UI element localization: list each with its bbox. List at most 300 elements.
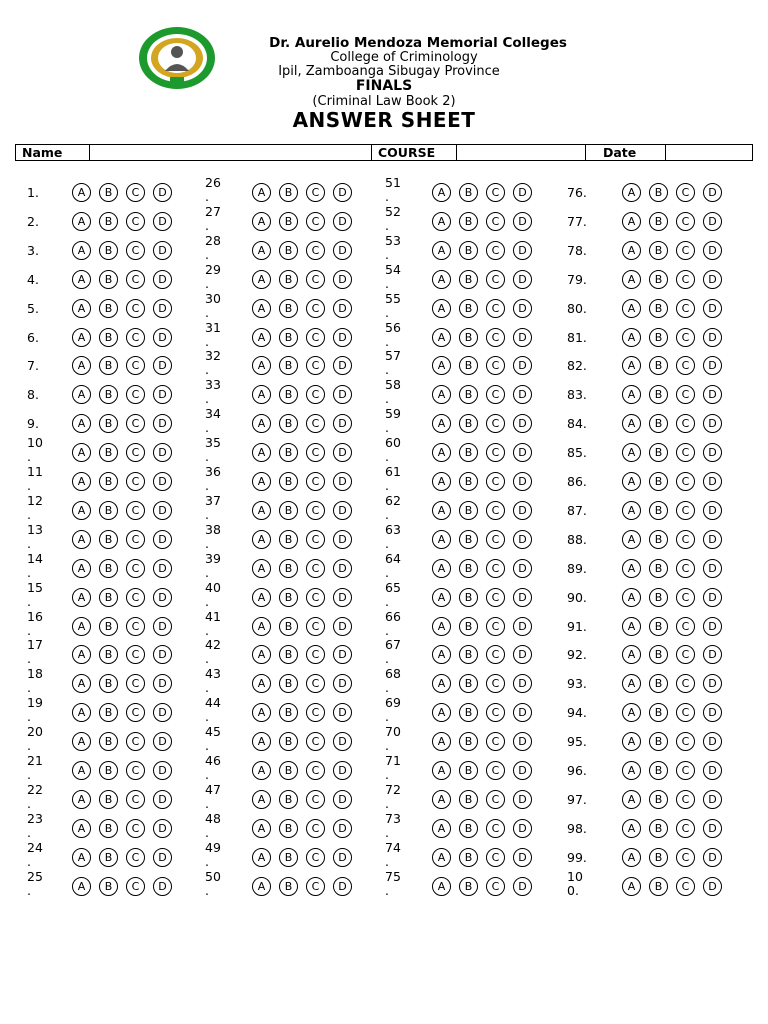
answer-bubble-a[interactable]: A [252, 472, 271, 491]
answer-bubble-c[interactable]: C [306, 183, 325, 202]
answer-bubble-a[interactable]: A [72, 212, 91, 231]
answer-bubble-c[interactable]: C [486, 472, 505, 491]
answer-bubble-c[interactable]: C [486, 703, 505, 722]
answer-bubble-c[interactable]: C [126, 530, 145, 549]
answer-bubble-b[interactable]: B [99, 299, 118, 318]
answer-bubble-a[interactable]: A [622, 356, 641, 375]
answer-bubble-c[interactable]: C [676, 183, 695, 202]
answer-bubble-d[interactable]: D [153, 299, 172, 318]
answer-bubble-c[interactable]: C [126, 183, 145, 202]
answer-bubble-a[interactable]: A [72, 501, 91, 520]
answer-bubble-d[interactable]: D [703, 183, 722, 202]
answer-bubble-d[interactable]: D [333, 472, 352, 491]
answer-bubble-b[interactable]: B [649, 819, 668, 838]
answer-bubble-a[interactable]: A [622, 328, 641, 347]
answer-bubble-a[interactable]: A [432, 472, 451, 491]
answer-bubble-b[interactable]: B [459, 645, 478, 664]
answer-bubble-a[interactable]: A [622, 674, 641, 693]
answer-bubble-a[interactable]: A [72, 877, 91, 896]
answer-bubble-d[interactable]: D [333, 241, 352, 260]
answer-bubble-a[interactable]: A [622, 212, 641, 231]
answer-bubble-d[interactable]: D [703, 645, 722, 664]
answer-bubble-c[interactable]: C [676, 617, 695, 636]
answer-bubble-c[interactable]: C [306, 241, 325, 260]
answer-bubble-c[interactable]: C [126, 877, 145, 896]
answer-bubble-b[interactable]: B [279, 443, 298, 462]
answer-bubble-c[interactable]: C [486, 501, 505, 520]
answer-bubble-d[interactable]: D [513, 328, 532, 347]
answer-bubble-c[interactable]: C [676, 559, 695, 578]
answer-bubble-a[interactable]: A [432, 501, 451, 520]
answer-bubble-c[interactable]: C [306, 501, 325, 520]
answer-bubble-a[interactable]: A [252, 703, 271, 722]
answer-bubble-d[interactable]: D [333, 443, 352, 462]
answer-bubble-a[interactable]: A [72, 356, 91, 375]
answer-bubble-b[interactable]: B [649, 530, 668, 549]
answer-bubble-d[interactable]: D [153, 588, 172, 607]
answer-bubble-c[interactable]: C [676, 530, 695, 549]
answer-bubble-b[interactable]: B [279, 588, 298, 607]
answer-bubble-c[interactable]: C [486, 559, 505, 578]
answer-bubble-b[interactable]: B [649, 385, 668, 404]
answer-bubble-c[interactable]: C [676, 385, 695, 404]
answer-bubble-d[interactable]: D [703, 819, 722, 838]
answer-bubble-b[interactable]: B [459, 414, 478, 433]
answer-bubble-c[interactable]: C [486, 241, 505, 260]
answer-bubble-a[interactable]: A [432, 732, 451, 751]
answer-bubble-d[interactable]: D [513, 790, 532, 809]
answer-bubble-b[interactable]: B [459, 588, 478, 607]
answer-bubble-a[interactable]: A [622, 530, 641, 549]
answer-bubble-c[interactable]: C [486, 356, 505, 375]
answer-bubble-b[interactable]: B [99, 183, 118, 202]
answer-bubble-d[interactable]: D [153, 328, 172, 347]
answer-bubble-d[interactable]: D [333, 328, 352, 347]
answer-bubble-c[interactable]: C [306, 212, 325, 231]
answer-bubble-d[interactable]: D [703, 270, 722, 289]
answer-bubble-d[interactable]: D [153, 385, 172, 404]
answer-bubble-c[interactable]: C [126, 414, 145, 433]
answer-bubble-c[interactable]: C [306, 674, 325, 693]
answer-bubble-b[interactable]: B [649, 241, 668, 260]
answer-bubble-d[interactable]: D [153, 819, 172, 838]
answer-bubble-b[interactable]: B [99, 270, 118, 289]
answer-bubble-b[interactable]: B [459, 183, 478, 202]
answer-bubble-b[interactable]: B [459, 732, 478, 751]
answer-bubble-a[interactable]: A [432, 385, 451, 404]
answer-bubble-b[interactable]: B [459, 270, 478, 289]
answer-bubble-b[interactable]: B [99, 472, 118, 491]
answer-bubble-d[interactable]: D [513, 270, 532, 289]
answer-bubble-a[interactable]: A [432, 645, 451, 664]
answer-bubble-a[interactable]: A [432, 212, 451, 231]
answer-bubble-d[interactable]: D [333, 674, 352, 693]
answer-bubble-b[interactable]: B [279, 761, 298, 780]
answer-bubble-d[interactable]: D [333, 501, 352, 520]
answer-bubble-b[interactable]: B [279, 703, 298, 722]
answer-bubble-a[interactable]: A [252, 328, 271, 347]
answer-bubble-a[interactable]: A [72, 559, 91, 578]
answer-bubble-d[interactable]: D [153, 472, 172, 491]
answer-bubble-b[interactable]: B [279, 819, 298, 838]
answer-bubble-b[interactable]: B [279, 732, 298, 751]
answer-bubble-d[interactable]: D [333, 732, 352, 751]
answer-bubble-d[interactable]: D [513, 212, 532, 231]
answer-bubble-a[interactable]: A [72, 414, 91, 433]
answer-bubble-a[interactable]: A [622, 877, 641, 896]
answer-bubble-c[interactable]: C [126, 385, 145, 404]
answer-bubble-d[interactable]: D [703, 877, 722, 896]
answer-bubble-d[interactable]: D [513, 761, 532, 780]
answer-bubble-d[interactable]: D [513, 732, 532, 751]
answer-bubble-d[interactable]: D [703, 385, 722, 404]
answer-bubble-a[interactable]: A [622, 617, 641, 636]
answer-bubble-b[interactable]: B [279, 212, 298, 231]
answer-bubble-c[interactable]: C [306, 356, 325, 375]
answer-bubble-b[interactable]: B [459, 385, 478, 404]
answer-bubble-a[interactable]: A [622, 443, 641, 462]
answer-bubble-d[interactable]: D [513, 385, 532, 404]
answer-bubble-b[interactable]: B [99, 819, 118, 838]
answer-bubble-b[interactable]: B [459, 472, 478, 491]
answer-bubble-a[interactable]: A [252, 617, 271, 636]
answer-bubble-d[interactable]: D [703, 241, 722, 260]
answer-bubble-b[interactable]: B [99, 501, 118, 520]
answer-bubble-d[interactable]: D [153, 530, 172, 549]
answer-bubble-a[interactable]: A [622, 472, 641, 491]
answer-bubble-b[interactable]: B [99, 241, 118, 260]
answer-bubble-c[interactable]: C [306, 819, 325, 838]
answer-bubble-d[interactable]: D [153, 414, 172, 433]
answer-bubble-d[interactable]: D [153, 617, 172, 636]
answer-bubble-c[interactable]: C [676, 674, 695, 693]
course-field[interactable] [457, 145, 586, 161]
answer-bubble-d[interactable]: D [333, 645, 352, 664]
answer-bubble-d[interactable]: D [703, 501, 722, 520]
answer-bubble-a[interactable]: A [72, 674, 91, 693]
answer-bubble-b[interactable]: B [649, 761, 668, 780]
answer-bubble-a[interactable]: A [252, 674, 271, 693]
answer-bubble-a[interactable]: A [432, 588, 451, 607]
answer-bubble-d[interactable]: D [703, 848, 722, 867]
answer-bubble-c[interactable]: C [676, 790, 695, 809]
answer-bubble-d[interactable]: D [703, 732, 722, 751]
answer-bubble-d[interactable]: D [513, 877, 532, 896]
answer-bubble-b[interactable]: B [279, 299, 298, 318]
answer-bubble-c[interactable]: C [126, 848, 145, 867]
answer-bubble-b[interactable]: B [649, 212, 668, 231]
answer-bubble-a[interactable]: A [252, 877, 271, 896]
answer-bubble-c[interactable]: C [306, 761, 325, 780]
answer-bubble-c[interactable]: C [486, 530, 505, 549]
answer-bubble-d[interactable]: D [703, 443, 722, 462]
answer-bubble-a[interactable]: A [72, 790, 91, 809]
answer-bubble-a[interactable]: A [432, 270, 451, 289]
answer-bubble-b[interactable]: B [279, 183, 298, 202]
answer-bubble-a[interactable]: A [432, 617, 451, 636]
answer-bubble-a[interactable]: A [252, 848, 271, 867]
answer-bubble-c[interactable]: C [486, 443, 505, 462]
answer-bubble-b[interactable]: B [459, 356, 478, 375]
answer-bubble-b[interactable]: B [279, 790, 298, 809]
answer-bubble-a[interactable]: A [72, 848, 91, 867]
answer-bubble-b[interactable]: B [279, 530, 298, 549]
answer-bubble-b[interactable]: B [99, 588, 118, 607]
answer-bubble-c[interactable]: C [676, 645, 695, 664]
answer-bubble-c[interactable]: C [486, 848, 505, 867]
answer-bubble-d[interactable]: D [513, 588, 532, 607]
answer-bubble-a[interactable]: A [252, 559, 271, 578]
answer-bubble-d[interactable]: D [153, 674, 172, 693]
answer-bubble-a[interactable]: A [252, 414, 271, 433]
answer-bubble-d[interactable]: D [513, 501, 532, 520]
answer-bubble-c[interactable]: C [306, 328, 325, 347]
answer-bubble-a[interactable]: A [72, 328, 91, 347]
answer-bubble-c[interactable]: C [126, 703, 145, 722]
answer-bubble-d[interactable]: D [703, 559, 722, 578]
answer-bubble-d[interactable]: D [513, 183, 532, 202]
answer-bubble-d[interactable]: D [153, 703, 172, 722]
answer-bubble-b[interactable]: B [459, 877, 478, 896]
answer-bubble-c[interactable]: C [486, 617, 505, 636]
answer-bubble-a[interactable]: A [72, 183, 91, 202]
answer-bubble-c[interactable]: C [676, 819, 695, 838]
answer-bubble-d[interactable]: D [333, 212, 352, 231]
answer-bubble-a[interactable]: A [432, 674, 451, 693]
answer-bubble-d[interactable]: D [703, 328, 722, 347]
answer-bubble-a[interactable]: A [252, 501, 271, 520]
answer-bubble-b[interactable]: B [649, 877, 668, 896]
answer-bubble-c[interactable]: C [306, 703, 325, 722]
answer-bubble-d[interactable]: D [703, 212, 722, 231]
answer-bubble-c[interactable]: C [676, 328, 695, 347]
answer-bubble-b[interactable]: B [99, 790, 118, 809]
answer-bubble-b[interactable]: B [279, 385, 298, 404]
answer-bubble-a[interactable]: A [622, 703, 641, 722]
answer-bubble-c[interactable]: C [126, 299, 145, 318]
answer-bubble-c[interactable]: C [676, 270, 695, 289]
answer-bubble-a[interactable]: A [622, 414, 641, 433]
answer-bubble-d[interactable]: D [153, 877, 172, 896]
answer-bubble-b[interactable]: B [459, 761, 478, 780]
answer-bubble-b[interactable]: B [279, 328, 298, 347]
answer-bubble-c[interactable]: C [126, 241, 145, 260]
answer-bubble-c[interactable]: C [486, 877, 505, 896]
answer-bubble-a[interactable]: A [72, 299, 91, 318]
answer-bubble-c[interactable]: C [126, 790, 145, 809]
answer-bubble-b[interactable]: B [649, 328, 668, 347]
answer-bubble-d[interactable]: D [513, 645, 532, 664]
answer-bubble-b[interactable]: B [279, 559, 298, 578]
answer-bubble-a[interactable]: A [252, 443, 271, 462]
answer-bubble-b[interactable]: B [459, 848, 478, 867]
answer-bubble-a[interactable]: A [622, 848, 641, 867]
answer-bubble-a[interactable]: A [432, 703, 451, 722]
answer-bubble-b[interactable]: B [649, 732, 668, 751]
answer-bubble-d[interactable]: D [703, 530, 722, 549]
answer-bubble-c[interactable]: C [126, 559, 145, 578]
answer-bubble-c[interactable]: C [126, 328, 145, 347]
answer-bubble-d[interactable]: D [153, 761, 172, 780]
answer-bubble-b[interactable]: B [99, 385, 118, 404]
date-field[interactable] [666, 145, 753, 161]
answer-bubble-a[interactable]: A [622, 588, 641, 607]
answer-bubble-d[interactable]: D [333, 617, 352, 636]
answer-bubble-c[interactable]: C [126, 588, 145, 607]
answer-bubble-a[interactable]: A [622, 790, 641, 809]
answer-bubble-d[interactable]: D [513, 241, 532, 260]
answer-bubble-c[interactable]: C [306, 530, 325, 549]
answer-bubble-c[interactable]: C [486, 674, 505, 693]
answer-bubble-a[interactable]: A [432, 299, 451, 318]
answer-bubble-c[interactable]: C [486, 385, 505, 404]
answer-bubble-c[interactable]: C [306, 443, 325, 462]
answer-bubble-d[interactable]: D [333, 703, 352, 722]
answer-bubble-b[interactable]: B [649, 443, 668, 462]
answer-bubble-b[interactable]: B [459, 819, 478, 838]
answer-bubble-c[interactable]: C [676, 501, 695, 520]
answer-bubble-a[interactable]: A [72, 588, 91, 607]
answer-bubble-c[interactable]: C [676, 443, 695, 462]
answer-bubble-c[interactable]: C [486, 732, 505, 751]
answer-bubble-d[interactable]: D [333, 848, 352, 867]
answer-bubble-b[interactable]: B [99, 559, 118, 578]
answer-bubble-b[interactable]: B [99, 703, 118, 722]
answer-bubble-a[interactable]: A [432, 877, 451, 896]
answer-bubble-b[interactable]: B [649, 299, 668, 318]
answer-bubble-d[interactable]: D [513, 472, 532, 491]
answer-bubble-b[interactable]: B [99, 617, 118, 636]
answer-bubble-d[interactable]: D [153, 270, 172, 289]
answer-bubble-c[interactable]: C [676, 848, 695, 867]
answer-bubble-b[interactable]: B [99, 645, 118, 664]
answer-bubble-a[interactable]: A [622, 761, 641, 780]
answer-bubble-c[interactable]: C [126, 732, 145, 751]
answer-bubble-d[interactable]: D [703, 299, 722, 318]
answer-bubble-c[interactable]: C [306, 848, 325, 867]
answer-bubble-a[interactable]: A [432, 183, 451, 202]
answer-bubble-a[interactable]: A [72, 472, 91, 491]
answer-bubble-b[interactable]: B [279, 356, 298, 375]
answer-bubble-a[interactable]: A [432, 328, 451, 347]
answer-bubble-b[interactable]: B [459, 674, 478, 693]
answer-bubble-a[interactable]: A [252, 241, 271, 260]
answer-bubble-b[interactable]: B [279, 414, 298, 433]
answer-bubble-c[interactable]: C [126, 356, 145, 375]
answer-bubble-a[interactable]: A [622, 270, 641, 289]
answer-bubble-a[interactable]: A [252, 385, 271, 404]
answer-bubble-d[interactable]: D [703, 356, 722, 375]
answer-bubble-c[interactable]: C [676, 472, 695, 491]
answer-bubble-c[interactable]: C [126, 674, 145, 693]
answer-bubble-d[interactable]: D [153, 356, 172, 375]
answer-bubble-b[interactable]: B [99, 212, 118, 231]
answer-bubble-c[interactable]: C [306, 385, 325, 404]
answer-bubble-c[interactable]: C [126, 501, 145, 520]
answer-bubble-c[interactable]: C [306, 732, 325, 751]
answer-bubble-d[interactable]: D [513, 299, 532, 318]
answer-bubble-d[interactable]: D [703, 472, 722, 491]
answer-bubble-d[interactable]: D [513, 674, 532, 693]
answer-bubble-a[interactable]: A [72, 270, 91, 289]
answer-bubble-b[interactable]: B [99, 530, 118, 549]
answer-bubble-a[interactable]: A [432, 790, 451, 809]
answer-bubble-c[interactable]: C [676, 414, 695, 433]
answer-bubble-b[interactable]: B [649, 848, 668, 867]
answer-bubble-b[interactable]: B [459, 501, 478, 520]
answer-bubble-c[interactable]: C [486, 328, 505, 347]
answer-bubble-c[interactable]: C [486, 414, 505, 433]
answer-bubble-c[interactable]: C [486, 790, 505, 809]
answer-bubble-a[interactable]: A [622, 385, 641, 404]
answer-bubble-d[interactable]: D [153, 790, 172, 809]
answer-bubble-d[interactable]: D [333, 270, 352, 289]
answer-bubble-a[interactable]: A [622, 645, 641, 664]
answer-bubble-c[interactable]: C [306, 414, 325, 433]
answer-bubble-a[interactable]: A [72, 819, 91, 838]
answer-bubble-b[interactable]: B [279, 617, 298, 636]
answer-bubble-a[interactable]: A [622, 732, 641, 751]
answer-bubble-d[interactable]: D [333, 877, 352, 896]
answer-bubble-c[interactable]: C [676, 877, 695, 896]
answer-bubble-a[interactable]: A [432, 414, 451, 433]
answer-bubble-b[interactable]: B [649, 674, 668, 693]
answer-bubble-a[interactable]: A [432, 848, 451, 867]
answer-bubble-d[interactable]: D [513, 530, 532, 549]
answer-bubble-d[interactable]: D [333, 761, 352, 780]
answer-bubble-a[interactable]: A [72, 385, 91, 404]
answer-bubble-a[interactable]: A [72, 617, 91, 636]
answer-bubble-c[interactable]: C [676, 761, 695, 780]
answer-bubble-a[interactable]: A [252, 645, 271, 664]
answer-bubble-a[interactable]: A [622, 299, 641, 318]
answer-bubble-c[interactable]: C [486, 645, 505, 664]
answer-bubble-b[interactable]: B [649, 414, 668, 433]
answer-bubble-d[interactable]: D [513, 819, 532, 838]
answer-bubble-a[interactable]: A [252, 588, 271, 607]
answer-bubble-c[interactable]: C [306, 877, 325, 896]
answer-bubble-a[interactable]: A [432, 819, 451, 838]
answer-bubble-a[interactable]: A [432, 761, 451, 780]
answer-bubble-b[interactable]: B [459, 530, 478, 549]
answer-bubble-b[interactable]: B [99, 732, 118, 751]
answer-bubble-c[interactable]: C [306, 299, 325, 318]
answer-bubble-a[interactable]: A [72, 703, 91, 722]
answer-bubble-b[interactable]: B [279, 674, 298, 693]
answer-bubble-d[interactable]: D [513, 414, 532, 433]
answer-bubble-b[interactable]: B [99, 356, 118, 375]
answer-bubble-b[interactable]: B [459, 241, 478, 260]
answer-bubble-c[interactable]: C [676, 241, 695, 260]
answer-bubble-d[interactable]: D [703, 790, 722, 809]
answer-bubble-b[interactable]: B [99, 877, 118, 896]
answer-bubble-c[interactable]: C [126, 472, 145, 491]
answer-bubble-a[interactable]: A [622, 819, 641, 838]
answer-bubble-c[interactable]: C [126, 443, 145, 462]
answer-bubble-b[interactable]: B [99, 761, 118, 780]
answer-bubble-b[interactable]: B [459, 328, 478, 347]
answer-bubble-d[interactable]: D [153, 241, 172, 260]
answer-bubble-a[interactable]: A [432, 530, 451, 549]
answer-bubble-a[interactable]: A [622, 183, 641, 202]
answer-bubble-c[interactable]: C [306, 617, 325, 636]
answer-bubble-b[interactable]: B [649, 588, 668, 607]
answer-bubble-c[interactable]: C [676, 356, 695, 375]
answer-bubble-a[interactable]: A [622, 241, 641, 260]
answer-bubble-d[interactable]: D [703, 674, 722, 693]
answer-bubble-c[interactable]: C [126, 212, 145, 231]
answer-bubble-b[interactable]: B [649, 703, 668, 722]
